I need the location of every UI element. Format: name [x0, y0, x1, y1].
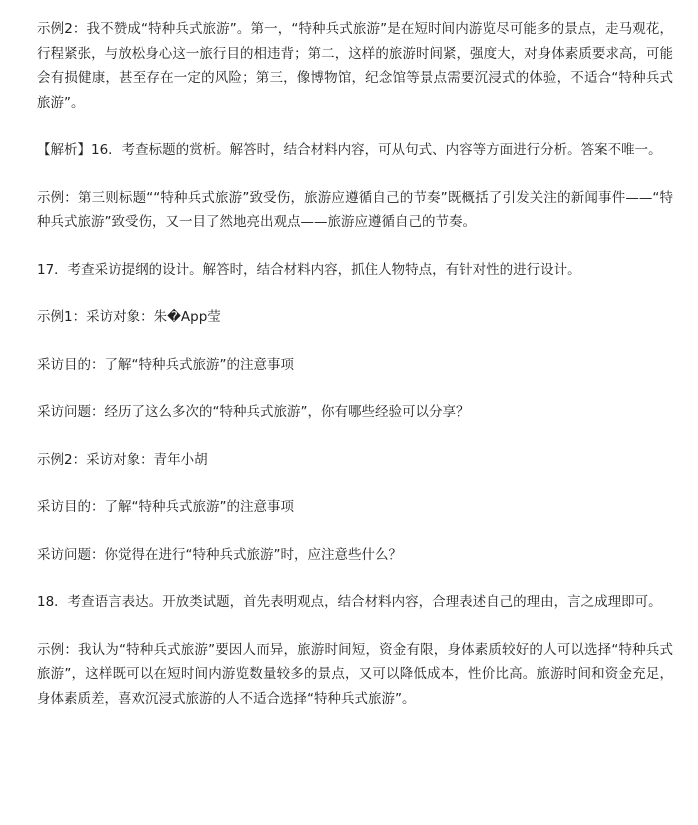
document-body [37, 17, 673, 711]
paragraph-question-18: 18．考查语言表达。开放类试题，首先表明观点，结合材料内容，合理表述自己的理由，言之成理即可。 [37, 594, 662, 610]
paragraph-example-2-question: 采访问题：你觉得在进行“特种兵式旅游”时，应注意些什么？ [37, 546, 402, 563]
paragraph-example-1-purpose: 采访目的：了解“特种兵式旅游”的注意事项 [37, 356, 294, 373]
paragraph-example-final: 示例：我认为“特种兵式旅游”要因人而异，旅游时间短，资金有限，身体素质较好的人可以选择“特种兵式旅游”，这样既可以在短时间内游览数量较多的景点，又可以降低成本，性价比高。旅游时间和资金充足，身体素质差，喜欢沉浸式旅游的人不适合选择“特种兵式旅游”。 [37, 641, 673, 707]
paragraph-example-2-purpose: 采访目的：了解“特种兵式旅游”的注意事项 [37, 499, 294, 515]
paragraph-question-17: 17．考查采访提纲的设计。解答时，结合材料内容，抓住人物特点，有针对性的进行设计。 [37, 261, 581, 278]
paragraph-example-2-opinion: 示例2：我不赞成“特种兵式旅游”。第一，“特种兵式旅游”是在短时间内游览尽可能多的景点，走马观花，行程紧张，与放松身心这一旅行目的相违背；第二，这样的旅游时间紧，强度大，对身体素质要求高，可能会有损健康，甚至存在一定的风险；第三，像博物馆，纪念馆等景点需要沉浸式的体验，不适合“特种兵式旅游”。 [37, 21, 673, 111]
paragraph-analysis-16: 【解析】16．考查标题的赏析。解答时，结合材料内容，可从句式、内容等方面进行分析。答案不唯一。 [37, 142, 662, 158]
paragraph-example-2-subject: 示例2：采访对象：青年小胡 [37, 451, 208, 468]
paragraph-example-1-question: 采访问题：经历了这么多次的“特种兵式旅游”，你有哪些经验可以分享？ [37, 404, 470, 420]
paragraph-example-1-subject: 示例1：采访对象：朱�App莹 [37, 309, 221, 325]
paragraph-example-title: 示例：第三则标题““特种兵式旅游”致受伤，旅游应遵循自己的节奏”既概括了引发关注的新闻事件——“特种兵式旅游”致受伤，又一目了然地亮出观点——旅游应遵循自己的节奏。 [37, 189, 673, 230]
